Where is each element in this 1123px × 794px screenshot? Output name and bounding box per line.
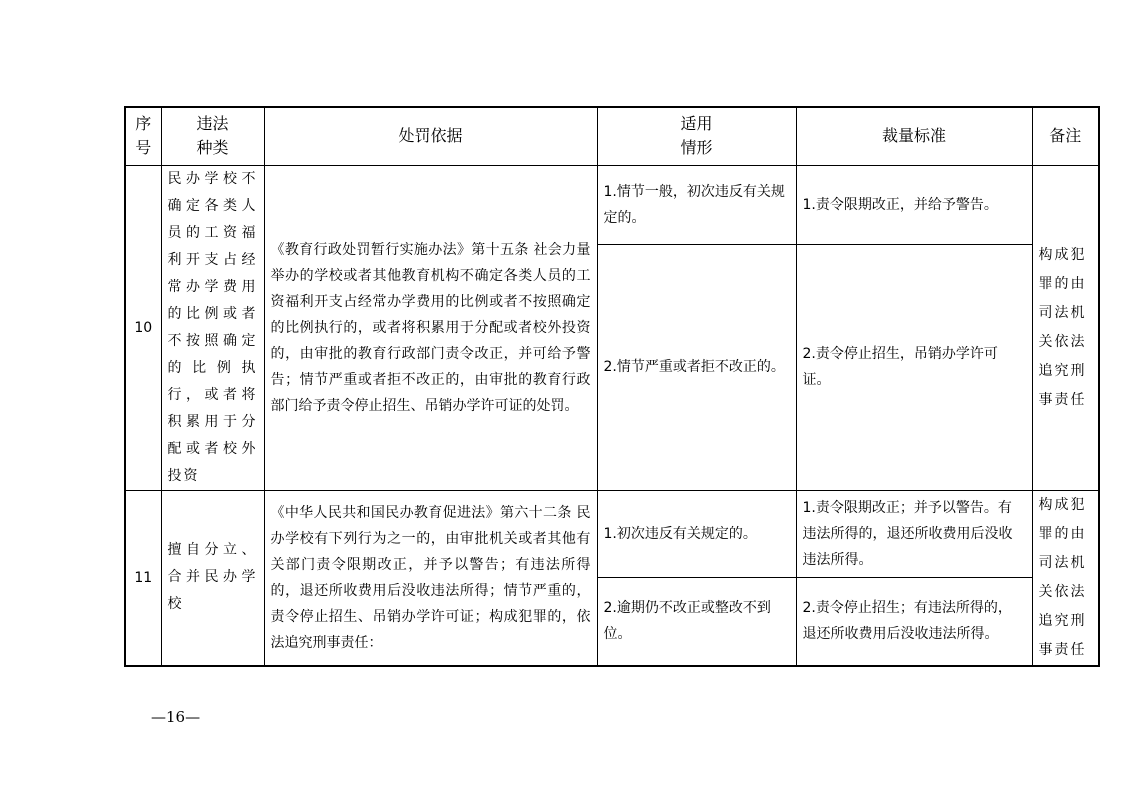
header-basis: 处罚依据 — [264, 107, 597, 165]
header-no: 序 号 — [125, 107, 161, 165]
discretion-standard: 2.责令停止招生；有违法所得的，退还所收费用后没收违法所得。 — [796, 577, 1032, 665]
header-situation: 适用 情形 — [597, 107, 796, 165]
violation-type: 擅自分立、合并民办学校 — [161, 490, 264, 666]
situation: 1.初次违反有关规定的。 — [597, 490, 796, 577]
penalty-basis: 《中华人民共和国民办教育促进法》第六十二条 民办学校有下列行为之一的，由审批机关或者其他有关部门责令限期改正，并予以警告；有违法所得的，退还所收费用后没收违法所得；情节严重的，责令停止招生、吊销办学许可证；构成犯罪的，依法追究刑事责任： — [264, 490, 597, 666]
situation: 1.情节一般，初次违反有关规定的。 — [597, 165, 796, 245]
header-violation-type: 违法 种类 — [161, 107, 264, 165]
discretion-standard: 2.责令停止招生，吊销办学许可证。 — [796, 245, 1032, 490]
discretion-standard: 1.责令限期改正；并予以警告。有违法所得的，退还所收费用后没收违法所得。 — [796, 490, 1032, 577]
discretion-standard: 1.责令限期改正，并给予警告。 — [796, 165, 1032, 245]
page-number: —16— — [151, 708, 201, 726]
remark: 构成犯罪的由司法机关依法追究刑事责任 — [1032, 490, 1099, 666]
header-standard: 裁量标准 — [796, 107, 1032, 165]
table-row — [125, 490, 1099, 577]
header-row — [125, 107, 1099, 165]
row-number: 11 — [125, 490, 161, 666]
header-note: 备注 — [1032, 107, 1099, 165]
table-row — [125, 165, 1099, 245]
penalty-basis: 《教育行政处罚暂行实施办法》第十五条 社会力量举办的学校或者其他教育机构不确定各类人员的工资福利开支占经常办学费用的比例或者不按照确定的比例执行的，或者将积累用于分配或者校外投资的，由审批的教育行政部门责令改正，并可给予警告；情节严重或者拒不改正的，由审批的教育行政部门给予责令停止招生、吊销办学许可证的处罚。 — [264, 165, 597, 490]
situation: 2.逾期仍不改正或整改不到位。 — [597, 577, 796, 665]
remark: 构成犯罪的由司法机关依法追究刑事责任 — [1032, 165, 1099, 490]
situation: 2.情节严重或者拒不改正的。 — [597, 245, 796, 490]
violation-type: 民办学校不确定各类人员的工资福利开支占经常办学费用的比例或者不按照确定的比例执行，或者将积累用于分配或者校外投资 — [161, 165, 264, 490]
penalty-discretion-table — [124, 106, 1100, 667]
row-number: 10 — [125, 165, 161, 490]
